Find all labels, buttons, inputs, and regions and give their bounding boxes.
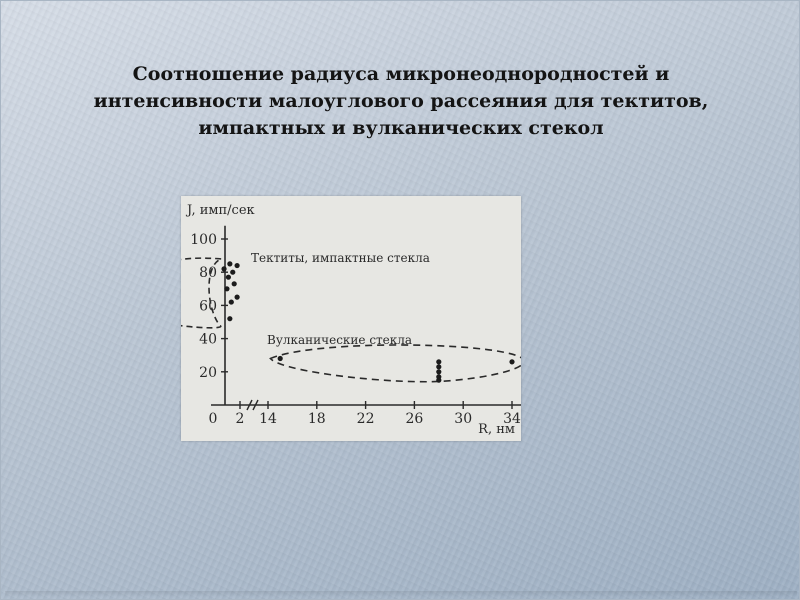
- tektite-data-point: [230, 270, 235, 275]
- series-label-volcanic: Вулканические стекла: [267, 333, 413, 347]
- y-zero-label: 0: [208, 411, 218, 427]
- volcanic-data-point: [436, 378, 441, 383]
- tektite-data-point: [224, 286, 229, 291]
- tektite-data-point: [229, 299, 234, 304]
- x-tick-label: 26: [405, 411, 424, 427]
- y-tick-label: 40: [199, 331, 217, 348]
- title-line-1: Соотношение радиуса микронеоднородностей и: [132, 63, 670, 85]
- y-tick-label: 100: [190, 232, 217, 248]
- volcanic-data-point: [436, 369, 441, 374]
- x-tick-label: 34: [503, 411, 521, 427]
- x-axis-title: R, нм: [478, 422, 515, 437]
- tektite-data-point: [221, 266, 226, 271]
- y-tick-label: 20: [199, 364, 217, 381]
- y-tick-label: 80: [199, 265, 217, 282]
- tektite-data-point: [226, 275, 231, 280]
- volcanic-data-point: [278, 356, 283, 361]
- x-tick-label: 30: [454, 411, 473, 427]
- x-tick-label: 22: [356, 411, 375, 427]
- title-line-2: интенсивности малоуглового рассеяния для тектитов,: [93, 90, 709, 112]
- slide-shadow: [5, 591, 797, 597]
- y-tick-label: 60: [199, 298, 217, 315]
- x-tick-label: 2: [235, 411, 245, 427]
- volcanic-cluster-outline: [270, 345, 521, 382]
- tektite-data-point: [227, 261, 232, 266]
- tektite-data-point: [235, 263, 240, 268]
- y-axis-title: J, имп/сек: [187, 203, 255, 218]
- title-line-3: импактных и вулканических стекол: [198, 117, 604, 139]
- scatter-chart: [181, 196, 521, 441]
- chart-labels: [185, 203, 521, 437]
- data-points: [181, 261, 515, 382]
- slide-title: [61, 61, 741, 142]
- chart-figure: [181, 196, 521, 441]
- tektite-data-point: [227, 316, 232, 321]
- x-tick-label: 14: [259, 411, 277, 427]
- volcanic-data-point: [436, 359, 441, 364]
- volcanic-data-point: [509, 359, 514, 364]
- series-label-tektites: Тектиты, импактные стекла: [251, 251, 430, 265]
- x-tick-label: 18: [307, 411, 326, 427]
- volcanic-data-point: [436, 364, 441, 369]
- tektite-data-point: [235, 295, 240, 300]
- tektite-data-point: [232, 281, 237, 286]
